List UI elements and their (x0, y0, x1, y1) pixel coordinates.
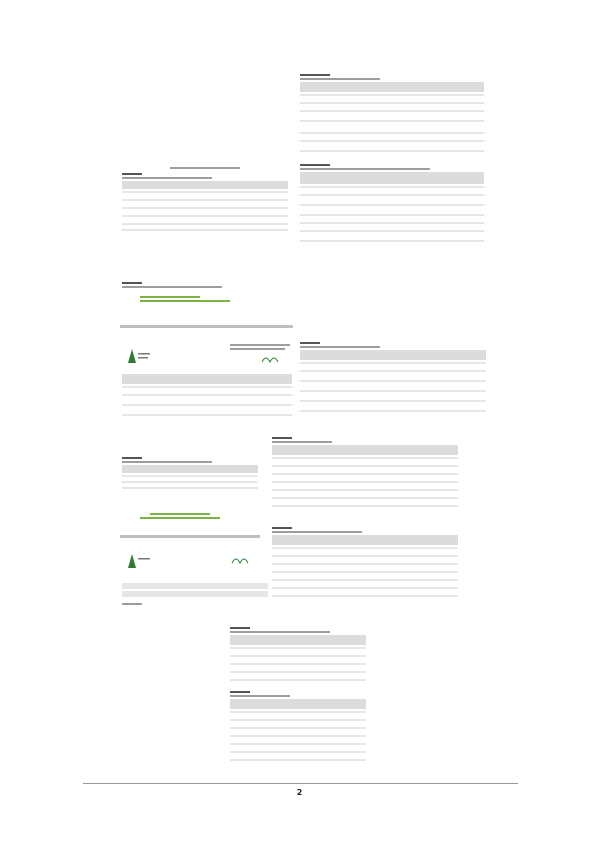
thumbnail-page-1 (298, 72, 486, 250)
separator-bar (120, 325, 293, 328)
junta-andalucia-logo-2 (122, 550, 152, 570)
thumbnail-page-6 (120, 455, 260, 530)
thumbnail-page-4 (120, 340, 295, 420)
thumbnail-page-7 (270, 435, 460, 520)
fondos-europeos-logo-2 (230, 553, 255, 565)
separator-bar-2 (120, 535, 260, 538)
thumbnail-page-9 (270, 525, 460, 605)
fondos-europeos-logo (260, 352, 285, 364)
junta-andalucia-logo (122, 345, 152, 365)
thumbnail-page-8 (120, 545, 270, 610)
thumbnail-page-3 (120, 280, 290, 310)
thumbnail-page-5 (298, 340, 488, 425)
footer-rule (83, 783, 518, 784)
thumbnail-page-10 (228, 625, 368, 770)
thumbnail-page-2 (120, 165, 290, 245)
page-number: 2 (296, 788, 303, 797)
